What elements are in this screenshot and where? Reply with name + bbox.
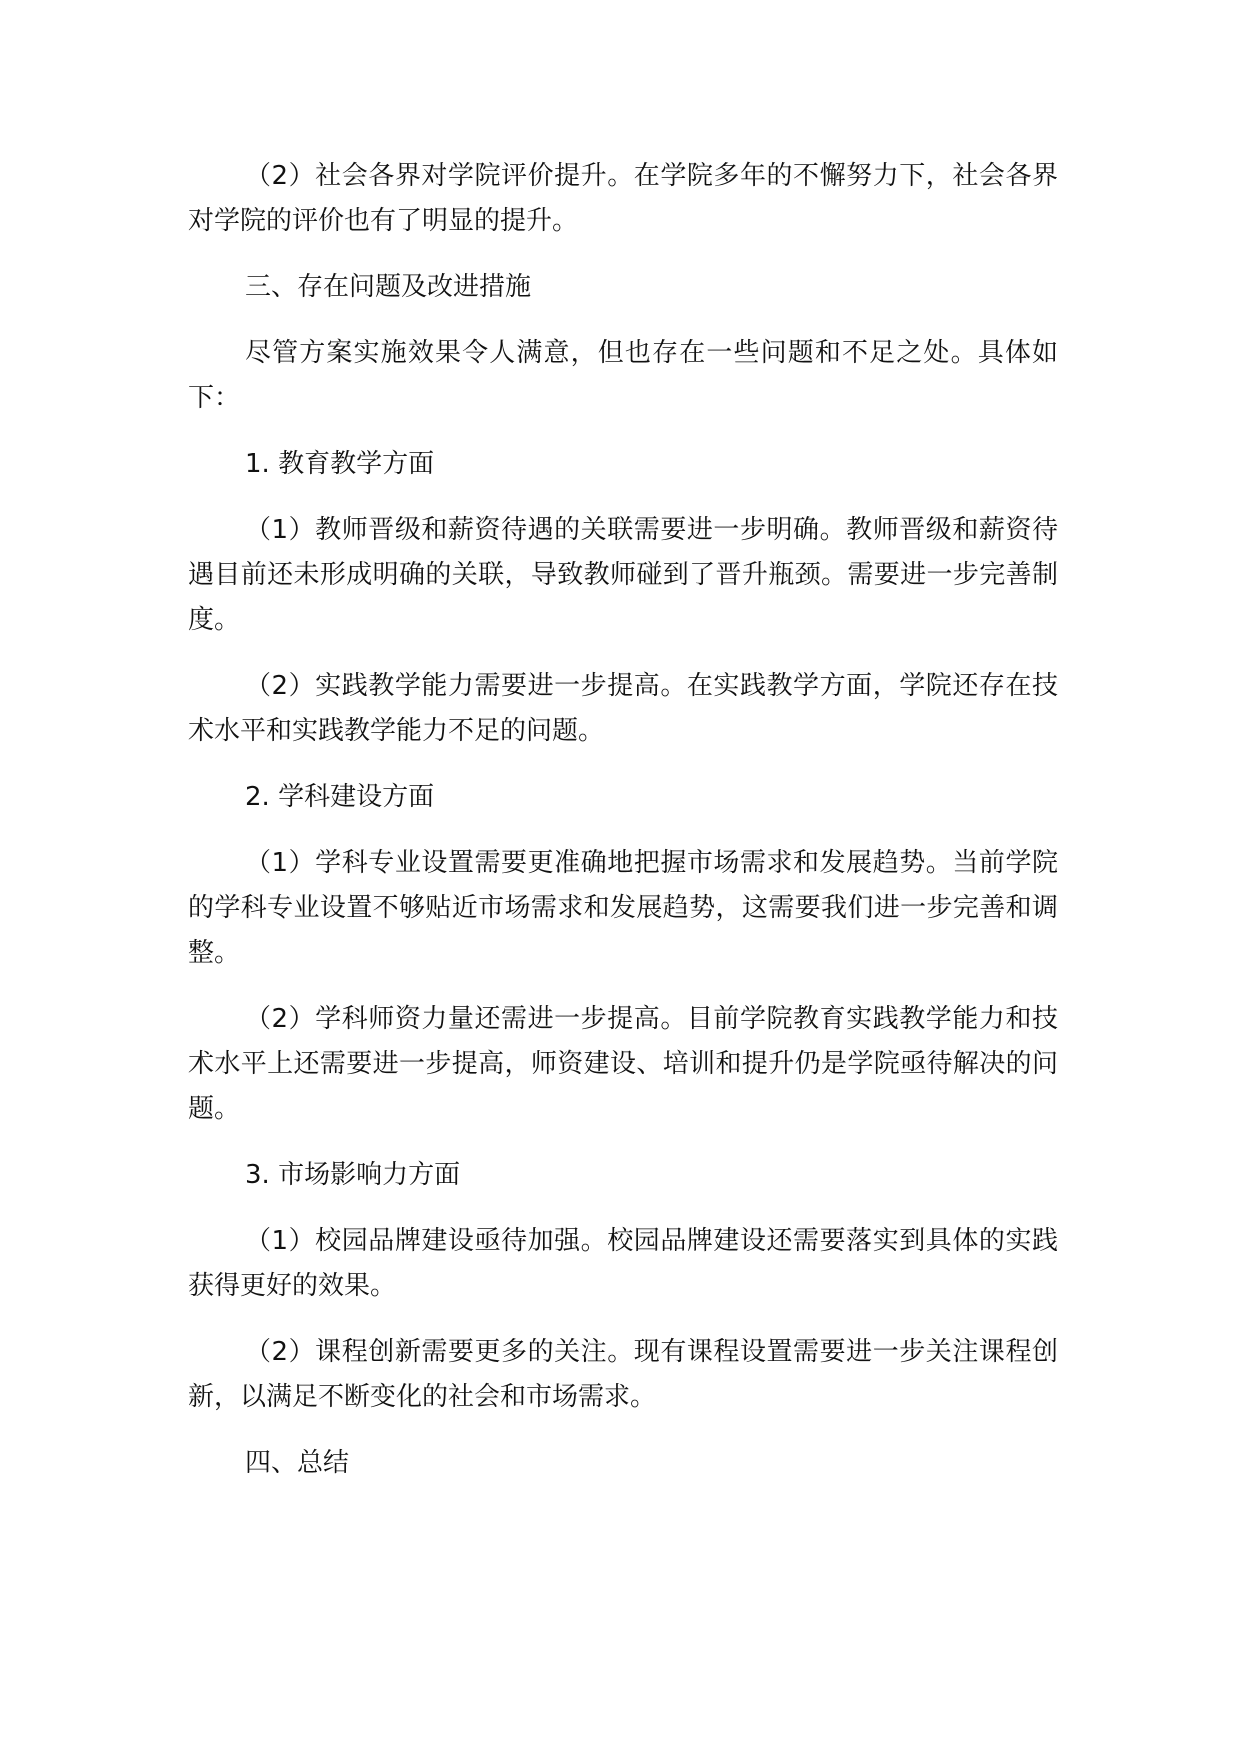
paragraph-intro-problems: 尽管方案实施效果令人满意，但也存在一些问题和不足之处。具体如下： — [188, 338, 1058, 413]
paragraph-course-innovation: （2）课程创新需要更多的关注。现有课程设置需要进一步关注课程创新，以满足不断变化的社会和市场需求。 — [188, 1337, 1058, 1412]
paragraph-social-evaluation: （2）社会各界对学院评价提升。在学院多年的不懈努力下，社会各界对学院的评价也有了明显的提升。 — [188, 161, 1058, 236]
heading-section-4: 四、总结 — [245, 1448, 350, 1478]
subheading-teaching: 1. 教育教学方面 — [245, 449, 435, 479]
paragraph-faculty-strength: （2）学科师资力量还需进一步提高。目前学院教育实践教学能力和技术水平上还需要进一步提高，师资建设、培训和提升仍是学院亟待解决的问题。 — [188, 1004, 1058, 1124]
paragraph-practice-teaching: （2）实践教学能力需要进一步提高。在实践教学方面，学院还存在技术水平和实践教学能力不足的问题。 — [188, 671, 1058, 746]
subheading-market-influence: 3. 市场影响力方面 — [245, 1160, 461, 1190]
subheading-discipline: 2. 学科建设方面 — [245, 782, 435, 812]
paragraph-teacher-promotion: （1）教师晋级和薪资待遇的关联需要进一步明确。教师晋级和薪资待遇目前还未形成明确的关联，导致教师碰到了晋升瓶颈。需要进一步完善制度。 — [188, 515, 1058, 635]
heading-section-3: 三、存在问题及改进措施 — [245, 272, 532, 302]
paragraph-campus-brand: （1）校园品牌建设亟待加强。校园品牌建设还需要落实到具体的实践获得更好的效果。 — [188, 1226, 1058, 1301]
paragraph-discipline-setting: （1）学科专业设置需要更准确地把握市场需求和发展趋势。当前学院的学科专业设置不够贴近市场需求和发展趋势，这需要我们进一步完善和调整。 — [188, 848, 1058, 968]
document-body — [188, 154, 1058, 1486]
